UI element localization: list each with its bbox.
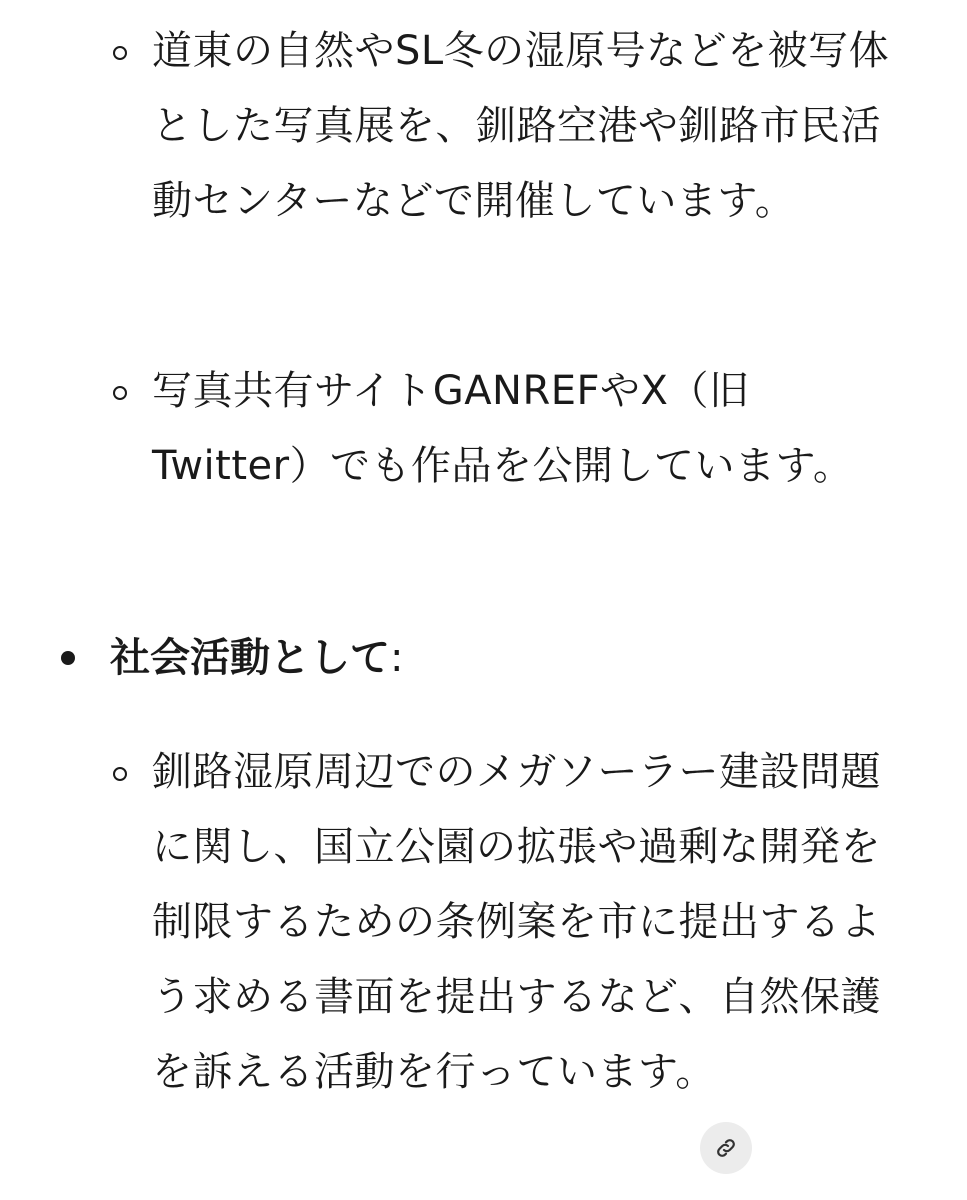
link-icon: [714, 1136, 738, 1160]
list-item-text: 道東の自然やSL冬の湿原号などを被写体とした写真展を、釧路空港や釧路市民活動センターなどで開催しています。: [152, 28, 890, 224]
hollow-bullet-icon: [113, 767, 127, 781]
copy-link-button[interactable]: [700, 1122, 752, 1174]
section-heading-label: 社会活動として: [110, 635, 390, 681]
list-item-text: 釧路湿原周辺でのメガソーラー建設問題に関し、国立公園の拡張や過剰な開発を制限するための条例案を市に提出するよう求める書面を提出するなど、自然保護を訴える活動を行っています。: [152, 749, 881, 1095]
section-heading: [110, 628, 403, 688]
hollow-bullet-icon: [113, 386, 127, 400]
list-item-text: 写真共有サイトGANREFやX（旧Twitter）でも作品を公開しています。: [152, 368, 854, 489]
section-heading-colon: :: [390, 635, 404, 681]
hollow-bullet-icon: [113, 46, 127, 60]
filled-bullet-icon: [61, 651, 75, 665]
